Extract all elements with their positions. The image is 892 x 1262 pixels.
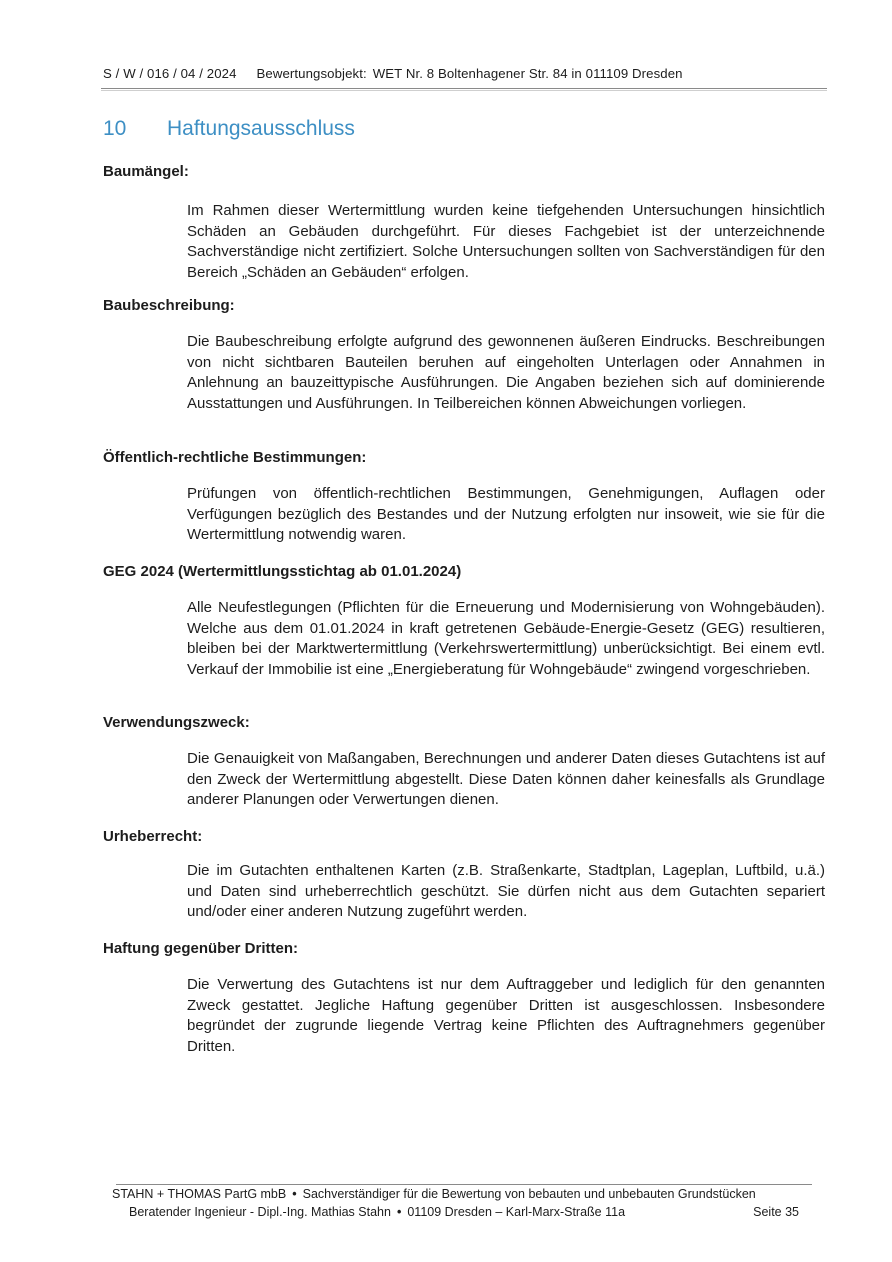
object-label: Bewertungsobjekt: [256, 66, 367, 81]
section-urheberrecht [103, 828, 825, 921]
bullet-separator: • [292, 1187, 297, 1201]
section-text: Die im Gutachten enthaltenen Karten (z.B. Straßenkarte, Stadtplan, Lageplan, Luftbild, u.ä.) und Daten sind urheberrechtlich geschützt. Sie dürfen nicht aus dem Gutachten separiert und/oder einer anderen Nutzung zugeführt werden. [187, 862, 825, 921]
header-divider [101, 88, 827, 89]
firm-name: STAHN + THOMAS PartG mbB [112, 1187, 287, 1201]
section-text: Die Baubeschreibung erfolgte aufgrund des gewonnenen äußeren Eindrucks. Beschreibungen von nicht sichtbaren Bauteilen beruhen auf eingeholten Unterlagen oder Annahmen in Anlehnung an bauzeittypische Ausführungen. Die Angaben beziehen sich auf dominierende Ausstattungen und Ausführungen. In Teilbereichen können Abweichungen vorliegen. [187, 333, 825, 412]
chapter-heading [103, 117, 355, 141]
section-heading: Baubeschreibung: [103, 297, 235, 314]
chapter-number: 10 [103, 117, 127, 140]
bullet-separator: • [396, 1205, 402, 1219]
section-oeffentlich-rechtliche-bestimmungen [103, 449, 825, 544]
section-text: Im Rahmen dieser Wertermittlung wurden keine tiefgehenden Untersuchungen hinsichtlich Schäden an Gebäuden durchgeführt. Für dieses Fachgebiet ist der unterzeichnende Sachverständige nicht zertifiziert. Solche Untersuchungen sollten von Sachverständigen für den Bereich „Schäden an Gebäuden“ erfolgen. [187, 202, 825, 281]
page-number: Seite 35 [753, 1205, 799, 1219]
document-reference: S / W / 016 / 04 / 2024 [103, 66, 237, 81]
footer-contact-line [129, 1205, 799, 1219]
footer-firm-line [112, 1187, 817, 1201]
section-heading: Baumängel: [103, 163, 189, 180]
section-geg-2024 [103, 563, 825, 678]
chapter-title: Haftungsausschluss [167, 117, 355, 140]
firm-description: Sachverständiger für die Bewertung von bebauten und unbebauten Grundstücken [302, 1187, 756, 1201]
section-text: Die Verwertung des Gutachtens ist nur dem Auftraggeber und lediglich für den genannten Zweck gestattet. Jegliche Haftung gegenüber Dritten ist ausgeschlossen. Insbesondere begründet der zugrunde liegende Vertrag keine Pflichten des Auftragnehmers gegenüber Dritten. [187, 976, 825, 1055]
section-baumaengel [103, 163, 825, 281]
section-haftung-gegenueber-dritten [103, 940, 825, 1055]
footer-divider [116, 1184, 812, 1185]
section-heading: GEG 2024 (Wertermittlungsstichtag ab 01.01.2024) [103, 563, 462, 580]
header-divider-shadow [101, 90, 827, 91]
section-text: Die Genauigkeit von Maßangaben, Berechnungen und anderer Daten dieses Gutachtens ist auf den Zweck der Wertermittlung abgestellt. Diese Daten können daher keinesfalls als Grundlage anderer Planungen oder Verwertungen dienen. [187, 750, 825, 809]
page-header [103, 66, 828, 81]
section-verwendungszweck [103, 714, 825, 809]
section-baubeschreibung [103, 297, 825, 412]
section-text: Alle Neufestlegungen (Pflichten für die Erneuerung und Modernisierung von Wohngebäuden). Welche aus dem 01.01.2024 in kraft getretenen Gebäude-Energie-Gesetz (GEG) resultieren, bleiben bei der Marktwertermittlung (Verkehrswertermittlung) unberücksichtigt. Bei einem evtl. Verkauf der Immobilie ist eine „Energieberatung für Wohngebäude“ zwingend vorgeschrieben. [187, 599, 825, 678]
section-heading: Verwendungszweck: [103, 714, 250, 731]
section-heading: Haftung gegenüber Dritten: [103, 940, 298, 957]
engineer-title: Beratender Ingenieur - Dipl.-Ing. Mathias Stahn [129, 1205, 391, 1219]
section-text: Prüfungen von öffentlich-rechtlichen Bestimmungen, Genehmigungen, Auflagen oder Verfügungen bezüglich des Bestandes und der Nutzung erfolgten nur insoweit, wie sie für die Wertermittlung notwendig waren. [187, 485, 825, 544]
section-heading: Öffentlich-rechtliche Bestimmungen: [103, 449, 367, 466]
object-value: WET Nr. 8 Boltenhagener Str. 84 in 011109 Dresden [372, 66, 683, 81]
section-heading: Urheberrecht: [103, 828, 203, 845]
firm-address: 01109 Dresden – Karl-Marx-Straße 11a [407, 1205, 626, 1219]
